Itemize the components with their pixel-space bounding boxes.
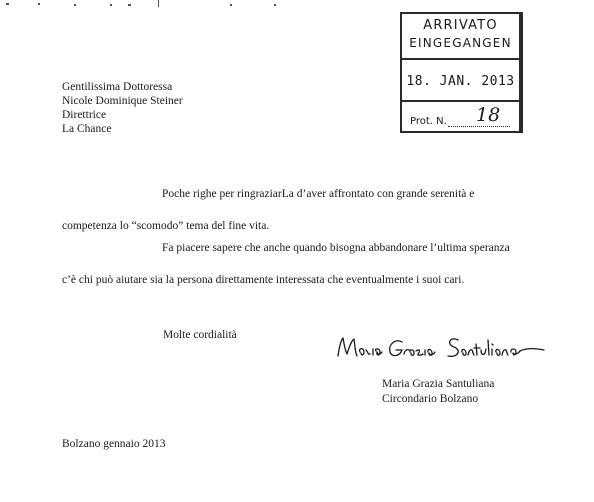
handwritten-signature — [330, 330, 562, 366]
paragraph-line: c’è chi può aiutare sia la persona direttamente interessata che eventualmente i suoi cari. — [62, 274, 465, 286]
arrival-stamp — [400, 12, 523, 133]
address-line: Direttrice — [62, 109, 107, 121]
signer-office: Circondario Bolzano — [382, 393, 479, 405]
paragraph-thanks — [62, 187, 540, 234]
address-line: Gentilissima Dottoressa — [62, 81, 173, 93]
signer-name: Maria Grazia Santuliana — [382, 378, 495, 390]
protocol-label: Prot. N. — [410, 116, 447, 127]
stamp-eingegangen: EINGEGANGEN — [409, 36, 512, 50]
paragraph-line: Poche righe per ringraziarLa d’aver affrontato con grande serenità e — [162, 188, 475, 200]
closing-salutation: Molte cordialità — [163, 329, 237, 341]
stamp-arrivato: ARRIVATO — [423, 18, 498, 33]
stamp-date: 18. JAN. 2013 — [406, 74, 515, 89]
paragraph-hope — [62, 241, 540, 288]
protocol-number: 18 — [476, 104, 501, 126]
recipient-address — [62, 80, 183, 136]
protocol-dotted-line — [448, 126, 510, 127]
place-and-date: Bolzano gennaio 2013 — [62, 438, 166, 450]
scan-artifacts — [0, 0, 594, 12]
address-line: Nicole Dominique Steiner — [62, 95, 183, 107]
stamp-header — [402, 14, 519, 60]
address-line: La Chance — [62, 123, 112, 135]
paragraph-line: Fa piacere sapere che anche quando bisogna abbandonare l’ultima speranza — [162, 242, 510, 254]
stamp-protocol — [402, 100, 519, 133]
paragraph-line: competenza lo “scomodo” tema del fine vita. — [62, 220, 270, 232]
signer-block — [382, 377, 494, 407]
